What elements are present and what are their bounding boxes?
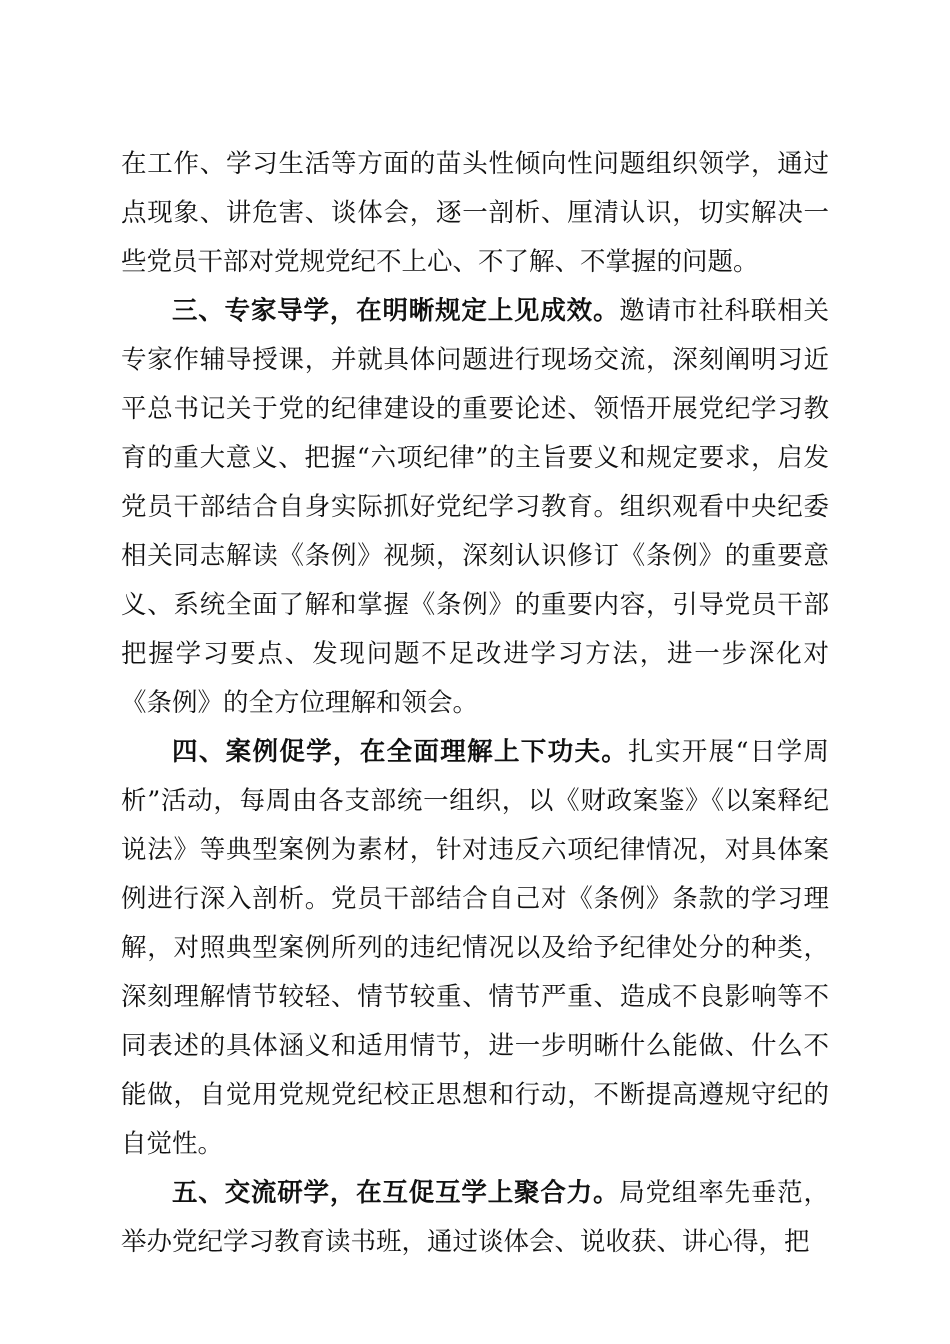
section-heading-4: 四、案例促学，在全面理解上下功夫。	[172, 737, 629, 767]
paragraph-continuation	[121, 140, 829, 287]
paragraph-text: 邀请市社科联相关专家作辅导授课，并就具体问题进行现场交流，深刻阐明习近平总书记关于党的纪律建设的重要论述、领悟开展党纪学习教育的重大意义、把握“六项纪律”的主旨要义和规定要求，启发党员干部结合自身实际抓好党纪学习教育。组织观看中央纪委相关同志解读《条例》视频，深刻认识修订《条例》的重要意义、系统全面了解和掌握《条例》的重要内容，引导党员干部把握学习要点、发现问题不足改进学习方法，进一步深化对《条例》的全方位理解和领会。	[121, 296, 829, 718]
paragraph-text: 扎实开展“日学周析”活动，每周由各支部统一组织，以《财政案鉴》《以案释纪说法》等典型案例为素材，针对违反六项纪律情况，对具体案例进行深入剖析。党员干部结合自己对《条例》条款的学习理解，对照典型案例所列的违纪情况以及给予纪律处分的种类，深刻理解情节较轻、情节较重、情节严重、造成不良影响等不同表述的具体涵义和适用情节，进一步明晰什么能做、什么不能做，自觉用党规党纪校正思想和行动，不断提高遵规守纪的自觉性。	[121, 737, 829, 1159]
paragraph-section-3	[121, 287, 829, 728]
paragraph-text: 在工作、学习生活等方面的苗头性倾向性问题组织领学，通过点现象、讲危害、谈体会，逐一剖析、厘清认识，切实解决一些党员干部对党规党纪不上心、不了解、不掌握的问题。	[121, 149, 829, 277]
section-heading-3: 三、专家导学，在明晰规定上见成效。	[172, 296, 620, 326]
paragraph-section-5	[121, 1169, 829, 1267]
paragraph-text: 局党组率先垂范，举办党纪学习教育读书班，通过谈体会、说收获、讲心得，把	[121, 1178, 829, 1257]
paragraph-section-4	[121, 728, 829, 1169]
section-heading-5: 五、交流研学，在互促互学上聚合力。	[172, 1178, 620, 1208]
document-body	[121, 140, 829, 1267]
